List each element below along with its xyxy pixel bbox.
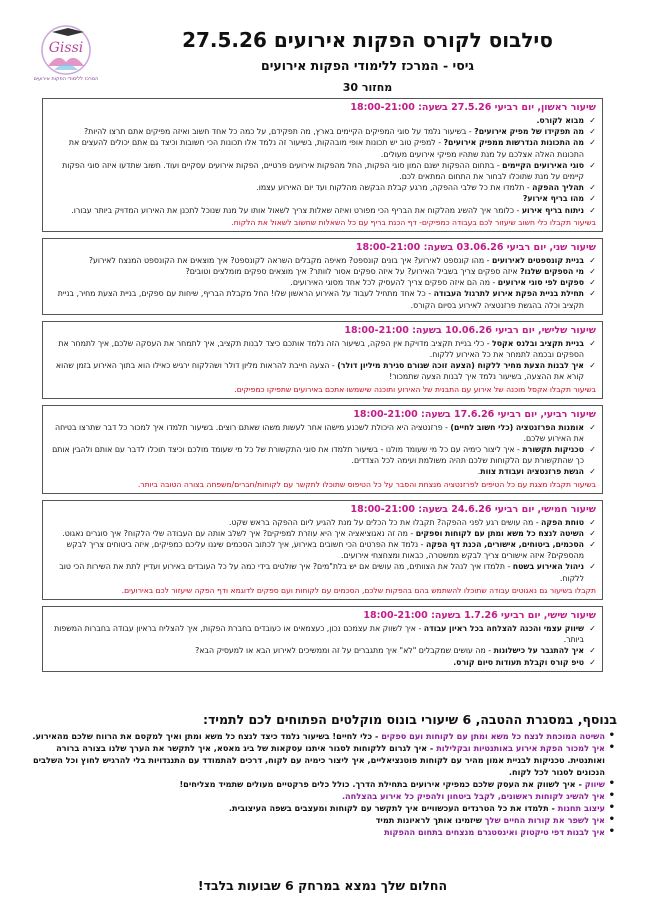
lesson-heading [49, 325, 596, 336]
lesson-item-title: טוחת הפקה [541, 517, 584, 527]
lesson-item [49, 623, 596, 645]
lesson-item [49, 126, 596, 137]
logo-tagline: המרכז ללימודי הפקות אירועים [33, 76, 99, 82]
lesson-item-title: ספקים לפי סוגי אירועים [497, 278, 584, 288]
lesson-time: 18:00-21:00 [350, 102, 415, 113]
lesson-note: בשיעור תקבלו אקסל מוכנה של אירוע עם התבנית של האירוע ותוכנה שישמשו אתכם באירועים שתפיקו כמפיקים. [234, 384, 596, 394]
bonus-item-title: איך לשפר את קורות החיים שלך [484, 815, 605, 825]
footer-slogan: החלום שלך נמצא במרחק 6 שבועות בלבד! [197, 878, 448, 893]
lesson-heading [49, 242, 596, 253]
lesson-note: תקבלו בשיעור גם נאגוטים עבודה שתוכלו להשתמש בהם בהפקות שלכם, הסכמים עם לקוחות ועם ספקים לדוגמא ודף הפקה שיעזור לכם באירועים. [121, 585, 596, 595]
lessons-list [42, 98, 603, 678]
lesson-box [42, 98, 603, 232]
lesson-item-text: - למפיק טוב יש תכונות אופי מובהקות, בשיעור זה נלמד אלו תכונות הכי חשובות וכיצד גם אתם יכולים להעצים את התכונות האלה אצלכם על מנת שתהיו מפיקי אירועים מעולים. [68, 138, 584, 159]
lesson-box [42, 500, 603, 600]
lesson-time: 18:00-21:00 [344, 324, 409, 336]
lesson-item-text: - איך לשווק את עצמכם נכון, כעצמאים או כעובדים בחברת הפקות, איך להצליח בראיון עבודה בחברות המשפות ביותר. [54, 623, 584, 645]
lesson-item-title: איך לבנות הצעת מחיר ללקוח (הצעה זוכה שגורם סגירת מיליון דולר) [337, 361, 584, 371]
lesson-item-title: מהו בריף אירוע? [522, 194, 584, 204]
lesson-box [42, 606, 603, 672]
lesson-item-title: הגשת פרזנטציה ועבודת צוות [480, 467, 584, 477]
lesson-items [49, 517, 596, 584]
page-subtitle: גיסי - המרכז ללימודי הפקות אירועים [261, 58, 474, 73]
lesson-item [49, 182, 596, 193]
lesson-items [49, 338, 596, 383]
logo-text: Gissi [48, 40, 84, 56]
bonus-item-title: איך לבנות דפי טיקטוק ואינסטגרם מנצחים בתחום ההפקות [384, 827, 605, 837]
bonus-item-title: איך להשיג לקוחות ראשונים, לקבל ביטחון ולהפיק כל אירוע בהצלחה. [341, 791, 605, 801]
lesson-item-title: מבוא לקורס. [536, 116, 584, 125]
bonus-item-title: איך למכור הפקת אירוע באותנטיות ובקלילות [436, 743, 605, 753]
lesson-item-text: - הצעה חייבת להראות מליון דולר ושהלקוח ירגיש כאילו הוא בתוך האירוע בזמן שהוא קורא את ההצעה, בשיעור נלמד איך לבנות הצעה שתמכור! [55, 361, 584, 382]
lesson-item-text: - מה זה נאגוציאציה איך היא עוזרת למפיקים? איך לשלב אותה עם העבודה שלי הלקוח? איך סוגרים נאגוט. [62, 528, 416, 538]
lesson-item-text: - פרזנטציה היא היכולת לשכנע מישהו אחר לעשות משהו שאתם רוצים. בשיעור תלמדו איך למכור כל דבר שתרצו בטיחה את האירוע שלכם. [54, 422, 584, 443]
lesson-heading [49, 610, 596, 621]
lesson-item-text: - מהו קונספט לאירוע? איך בונים קונספט? מאיפה מקבלים השראה לקונספט? איך מוצאים את הקונספט המנצח לאירוע? [88, 255, 492, 265]
lesson-item-text: - בשיעור נלמד על סוגי המפיקים הקיימים בארץ, מה תפקידם, על כמה כל אחד חשוב ואיזה מפיקים אתם תרצו להיות? [84, 127, 475, 137]
lesson-item [49, 266, 596, 277]
bonus-item [32, 814, 617, 826]
lesson-item [49, 657, 596, 668]
lesson-heading [49, 409, 596, 420]
lesson-item-title: שיווק עצמי והכנה להצלחה בכל ראיון עבודה [423, 623, 584, 633]
lesson-item-title: איך להתגבר על כישלונות [493, 646, 584, 656]
lesson-time: 18:00-21:00 [353, 408, 418, 420]
lesson-item [49, 645, 596, 656]
lesson-item-title: סוגי האירועים הקיימים [502, 160, 584, 170]
lesson-item-title: מי הספקים שלנו? [520, 267, 584, 277]
lesson-heading [49, 102, 596, 113]
lesson-item [49, 115, 596, 126]
lesson-item [49, 466, 596, 477]
lesson-item-text: - מה עושים רגע לפני ההפקה? תקבלו את כל הכלים על מנת להגיע ליום ההפקה בראש שקט. [229, 517, 542, 527]
lesson-item-title: בניית תקציב ובלנס אקסל [492, 338, 584, 348]
lesson-time: 18:00-21:00 [363, 609, 428, 621]
lesson-item [49, 277, 596, 288]
bonus-item-text: שיזמינו אותך לראיונות תמיד [375, 815, 485, 825]
lesson-item-title: תהליך ההפקה [532, 183, 584, 193]
lesson-item-title: מה התכונות הנדרשות ממפיק אירועים? [443, 138, 584, 148]
lesson-item-text: איזה ספקים צריך בשביל האירוע? על איזה ספקים אסור לוותר? איך מוצאים ספקים מומלצים וטובים? [185, 267, 521, 277]
lesson-heading [49, 504, 596, 515]
lesson-item-text: - מה הם איזה ספקים צריך להעסיק לכל אחד מסוגי האירועים. [290, 278, 498, 288]
lesson-item-text: - תלמדו איך לנהל את הצוותים, מה עושים אם יש בלת"מים? איך שולטים בידי כמה על כל העובדים באירוע ועדיין לתת את השירות הכי טוב ללקוח. [59, 562, 584, 583]
bonus-list [32, 730, 617, 838]
lesson-item [49, 288, 596, 310]
lesson-box [42, 238, 603, 315]
bonus-item [32, 730, 617, 742]
lesson-note: בשיעור תקבלו כלי חשוב שיעזור לכם בעבודה כמפיקים- דף הכנת בריף עם כל השאלות שחשוב לשאול את הלקוח. [231, 217, 596, 227]
lesson-item-text: . [477, 467, 481, 477]
lesson-item-text: - תלמדו את כל שלבי ההפקה, מרגע קבלת הבקשה מהלקוח ועד יום האירוע עצמו. [256, 183, 533, 193]
lesson-item-title: הסכמים, ביטוחים, אישורים, הכנת דף הפקה [425, 540, 584, 550]
lesson-item [49, 561, 596, 583]
lesson-label: שיעור חמישי, יום רביעי 24.6.26 בשעה: [418, 503, 596, 515]
bonus-item-text: - תלמדו את כל הטרנדים העכשוויים איך לתקשר עם לקוחות ומעצבים בשפה העיצובית. [228, 803, 558, 813]
lesson-item-title: מה תפקידו של מפיק אירועים? [474, 127, 584, 137]
lesson-item [49, 444, 596, 466]
bonus-item [32, 802, 617, 814]
header [110, 28, 625, 94]
lesson-item [49, 360, 596, 382]
bonus-title: בנוסף, במסגרת ההטבה, 6 שיעורי בונוס מוקלטים הפתוחים לכם לתמיד: [202, 712, 617, 727]
lesson-item [49, 338, 596, 360]
lesson-label: שיעור שני, יום רביעי 03.06.26 בשעה: [423, 241, 596, 253]
lesson-item-text: - בתחום ההפקות ישנם המון סוגי הפקות, החל מהפקות אירועים פרטיים, הפקות אירועים עסקיים ועוד. חשוב שתדעו איזה סוגי הפקות קיימים על מנת שתוכלו לבחור את התחום המתאים לכם. [62, 160, 584, 182]
lesson-item-text: - כלי בניית תקציב מדויקת אין הפקה, בשיעור הזה נלמד אותכם כיצד לבנות תקציב, איך לתמחר את העסקה שלכם, איך לתמחר את הספקים ובכמה לתמחר את כל האירוע ללקוח. [58, 338, 584, 360]
lesson-items [49, 255, 596, 311]
lesson-items [49, 623, 596, 668]
lesson-label: שיעור שלישי, יום רביעי 10.06.26 בשעה: [412, 324, 596, 336]
lesson-item-title: תחילת בניית הפקת אירוע לתרגול העבודה [433, 289, 584, 299]
bonus-item [32, 790, 617, 802]
lesson-time: 18:00-21:00 [355, 241, 421, 253]
lesson-item-text: - כל אחד מתחיל לעבוד על האירוע הראשון שלו! החל מקבלת הבריף, שיחות עם ספקים, בניית הצעת מחיר, בניית תקציב וכלה בהגשת פרזנטציה לאירוע בסיום הקורס. [57, 289, 584, 310]
lesson-items [49, 115, 596, 216]
lesson-item-title: טיפ קורס וקבלת תעודות סיום קורס. [453, 657, 584, 667]
lesson-label: שיעור רביעי, יום רביעי 17.6.26 בשעה: [421, 408, 596, 420]
gissi-logo [18, 22, 104, 84]
bonus-item-text: - איך לשווק את העסק שלכם כמפיקי אירועים בתחילת הדרך. כולל כלים פרקטיים מעולים שתמיד מצליחים! [179, 779, 585, 789]
lesson-item-title: אומנות הפרזנטציה (כלי חשוב לחיים) [450, 422, 584, 432]
lesson-item-title: טכניקות תקשורת [522, 445, 584, 455]
lesson-item [49, 205, 596, 216]
bonus-section [32, 712, 617, 838]
bonus-item-title: שיווק [584, 779, 605, 789]
lesson-item-text: - נלמד את הפרטים הכי חשובים באירוע, איך לכתוב הסכמים שיגנו עליכם כמפיקים, איזה ביטוחים צריך לבקש מהספקים? איזה אישורים צריך לבקש ממשטרה, כבאות ומצחצחי אירועים. [66, 540, 584, 561]
lesson-label: שיעור שישי, יום רביעי 1.7.26 בשעה: [431, 609, 596, 621]
bonus-item [32, 826, 617, 838]
lesson-box [42, 321, 603, 399]
lesson-time: 18:00-21:00 [350, 503, 415, 515]
lesson-item-text: - כלומר איך להשיג מהלקוח את הבריף הכי מפורט ואיזה שאלות צריך לשאול אותו על מנת שנוכל לתכנן את האירוע המדויק ביותר עבורו. [71, 205, 522, 215]
lesson-item-title: ניהול האירוע בשטח [512, 562, 584, 572]
page-title: סילבוס לקורס הפקות אירועים 27.5.26 [182, 28, 553, 52]
lesson-item [49, 193, 596, 204]
bonus-item [32, 778, 617, 790]
lesson-item-title: בניית קונספטים לאירועים [491, 255, 584, 265]
lesson-label: שיעור ראשון, יום רביעי 27.5.26 בשעה: [418, 102, 596, 113]
lesson-item-title: השיטה לנצח כל משא ומתן עם לקוחות וספקים [415, 528, 584, 538]
bonus-item-title: השיטה המוכחת לנצח כל משא ומתן עם לקוחות ועם ספקים [381, 731, 605, 741]
lesson-item-text: - איך ליצור כימיה עם כל מי שעומד מולנו - בשיעור תלמדו את סוגי התקשורת של כל מי שעומד מולכם וכיצד תוכלו לדבר עם אותם ולהבין אותם כך שהתקשורת עם הלקוחות שלכם תהיה משולמת ועימה לכל הצדדים. [52, 445, 584, 466]
bonus-item-text: - איך לגרום ללקוחות לסגור איתנו עסקאות של ביג מאסא, איך לתקשר את הערך שלנו בצורה ברורה ואותנטית. טכניקות לבניית אמון מהיר עם לקוחות פוטנציאליים, איך ליצור כימיה עם לקוח, דרכים להתמודד עם התנגדויות בלי להרגיש לחוץ וכל השלבים הנכונים לסגור לכל לקוח. [32, 743, 605, 777]
lesson-item [49, 422, 596, 444]
lesson-item [49, 517, 596, 528]
lesson-item [49, 137, 596, 159]
lesson-item-title: ניתוח בריף אירוע [521, 205, 584, 215]
bonus-item-text: - כלי לחיים! בשיעור נלמד כיצד לנצח כל משא ומתן ואיך למקסם את הרווח שלכם מהאירוע. [32, 731, 382, 741]
lesson-box [42, 405, 603, 494]
lesson-note: בשיעור תקבלו מצגת עם כל הטיפים לפרזנטציה מנצחת והסבר על כל הטיפוס שתוכלו לתקשר עם לקוחות/חברים/משפחה בצורה הטובה ביותר. [137, 479, 596, 489]
bonus-item [32, 742, 617, 778]
cohort-label: מחזור 30 [342, 81, 393, 94]
lesson-item [49, 528, 596, 539]
lesson-items [49, 422, 596, 478]
lesson-item [49, 539, 596, 561]
bonus-item-title: עיצוב תחנות [557, 803, 605, 813]
lesson-item [49, 160, 596, 182]
lesson-item [49, 255, 596, 266]
lesson-item-text: - מה עושים שמקבלים "לא" איך מתגברים על זה וממשיכים לאירוע הבא או למעסיק הבא? [195, 646, 494, 656]
